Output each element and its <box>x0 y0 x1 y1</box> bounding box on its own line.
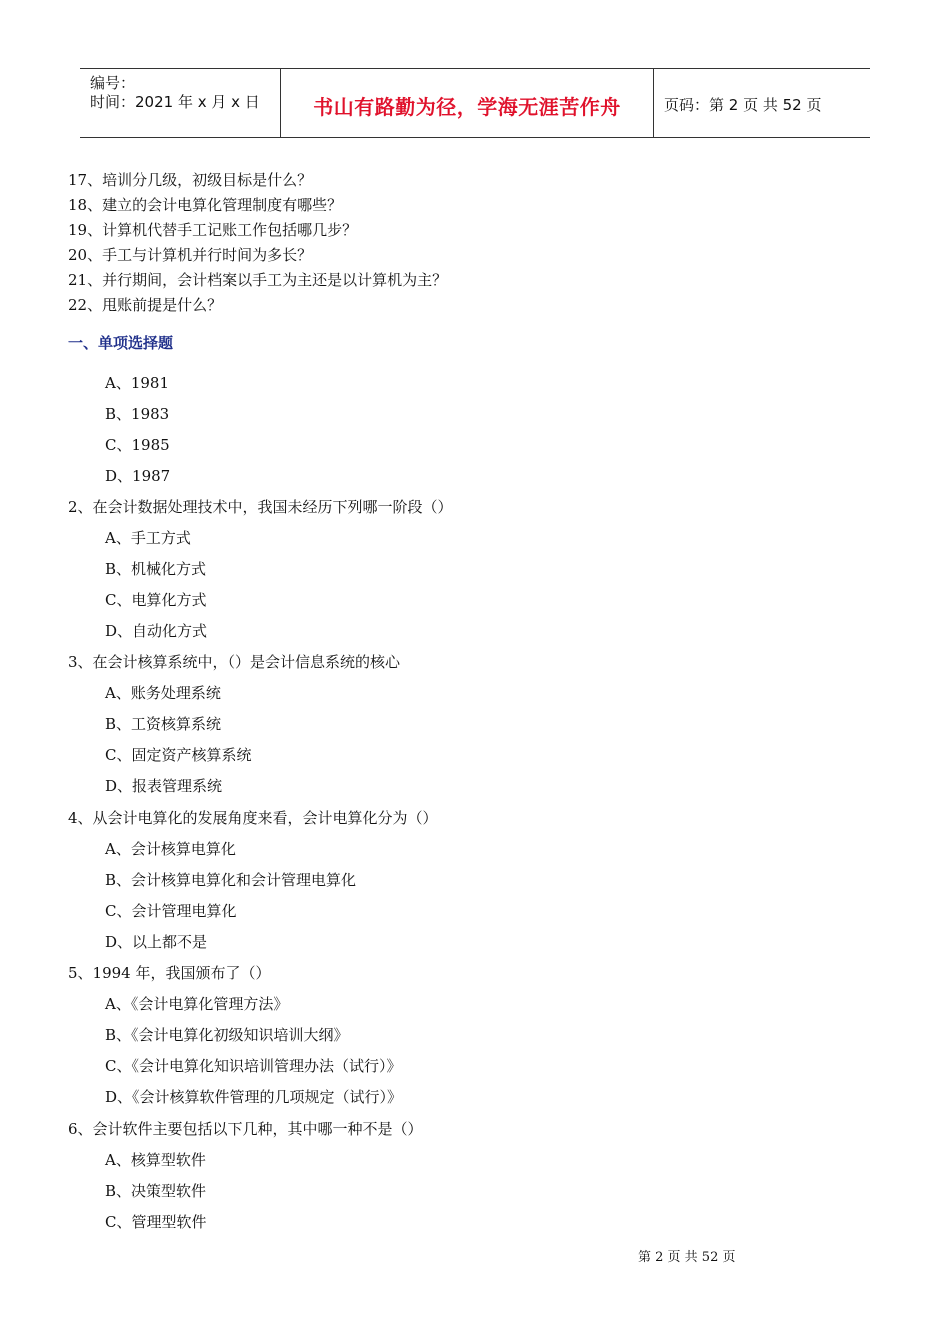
option-item: A、1981 <box>105 374 170 392</box>
option-item: B、决策型软件 <box>105 1182 207 1200</box>
question-text: 3、在会计核算系统中，（）是会计信息系统的核心 <box>68 653 401 671</box>
question-item: 20、手工与计算机并行时间为多长？ <box>68 246 313 264</box>
question-item: 19、计算机代替手工记账工作包括哪几步？ <box>68 221 358 239</box>
option-item: C、电算化方式 <box>105 591 207 609</box>
option-item: C、1985 <box>105 436 170 454</box>
question-item: 22、甩账前提是什么？ <box>68 296 223 314</box>
option-item: D、自动化方式 <box>105 622 208 640</box>
option-item: D、以上都不是 <box>105 933 208 951</box>
option-item: D、《会计核算软件管理的几项规定（试行）》 <box>105 1088 403 1106</box>
option-item: A、核算型软件 <box>105 1151 206 1169</box>
time-label: 时间：2021 年 x 月 x 日 <box>90 93 260 111</box>
header-page-cell <box>654 69 870 137</box>
option-item: D、报表管理系统 <box>105 777 223 795</box>
header-table <box>80 68 870 138</box>
option-item: B、机械化方式 <box>105 560 207 578</box>
question-text: 5、1994 年，我国颁布了（） <box>68 964 271 982</box>
question-text: 6、会计软件主要包括以下几种，其中哪一种不是（） <box>68 1120 423 1138</box>
option-item: B、工资核算系统 <box>105 715 222 733</box>
header-motto-cell <box>281 69 654 137</box>
motto: 书山有路勤为径，学海无涯苦作舟 <box>313 95 621 119</box>
option-item: C、管理型软件 <box>105 1213 207 1231</box>
page-footer: 第 2 页 共 52 页 <box>638 1250 736 1265</box>
option-item: A、会计核算电算化 <box>105 840 236 858</box>
number-label: 编号： <box>90 74 136 92</box>
question-text: 4、从会计电算化的发展角度来看，会计电算化分为（） <box>68 809 438 827</box>
header-meta-cell <box>80 69 281 137</box>
option-item: A、《会计电算化管理方法》 <box>105 995 289 1013</box>
question-text: 2、在会计数据处理技术中，我国未经历下列哪一阶段（） <box>68 498 453 516</box>
question-item: 21、并行期间，会计档案以手工为主还是以计算机为主？ <box>68 271 448 289</box>
question-item: 17、培训分几级，初级目标是什么？ <box>68 171 313 189</box>
option-item: A、账务处理系统 <box>105 684 221 702</box>
option-item: C、会计管理电算化 <box>105 902 237 920</box>
question-item: 18、建立的会计电算化管理制度有哪些？ <box>68 196 343 214</box>
option-item: D、1987 <box>105 467 171 485</box>
page-info: 页码：第 2 页 共 52 页 <box>664 96 822 114</box>
option-item: A、手工方式 <box>105 529 191 547</box>
option-item: C、固定资产核算系统 <box>105 746 252 764</box>
option-item: C、《会计电算化知识培训管理办法（试行）》 <box>105 1057 402 1075</box>
option-item: B、会计核算电算化和会计管理电算化 <box>105 871 357 889</box>
option-item: B、《会计电算化初级知识培训大纲》 <box>105 1026 349 1044</box>
option-item: B、1983 <box>105 405 170 423</box>
section-title: 一、单项选择题 <box>68 334 174 352</box>
